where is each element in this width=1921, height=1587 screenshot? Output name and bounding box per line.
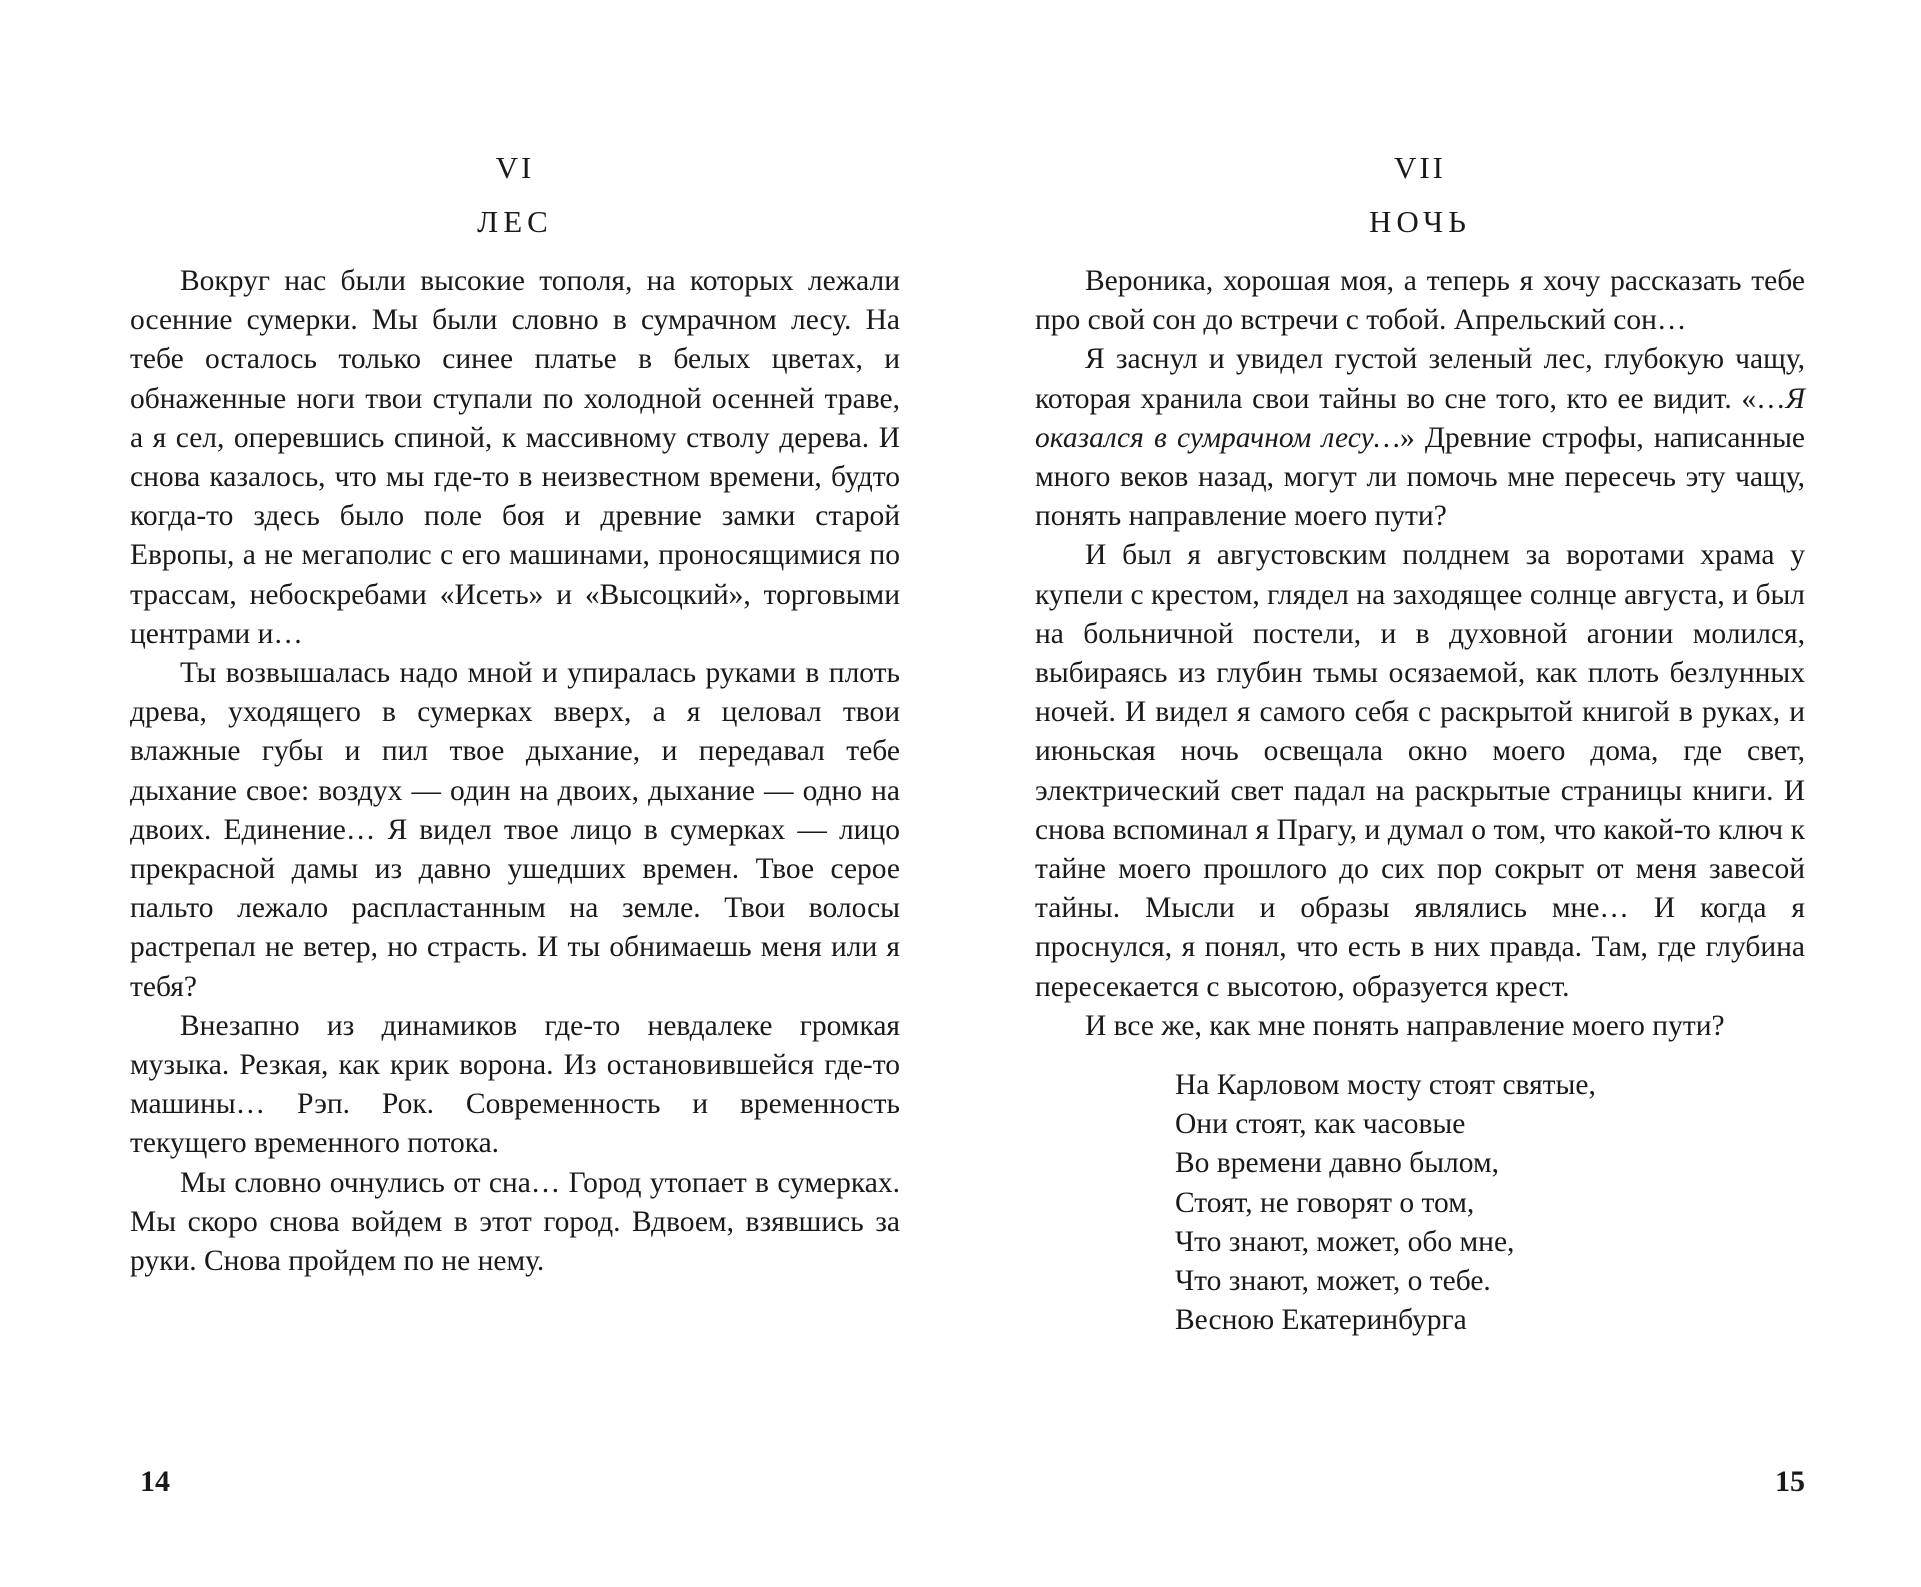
page-number: 14 — [140, 1465, 170, 1498]
page-number: 15 — [1775, 1465, 1805, 1498]
poem — [1175, 1066, 1805, 1340]
poem-line: Стоят, не говорят о том, — [1175, 1186, 1475, 1219]
chapter-title: НОЧЬ — [1369, 204, 1471, 239]
chapter-body — [1035, 262, 1805, 1340]
poem-line: Во времени давно былом, — [1175, 1147, 1500, 1180]
poem-line: Что знают, может, обо мне, — [1175, 1225, 1515, 1258]
paragraph: Ты возвышалась надо мной и упиралась руками в плоть древа, уходящего в сумерках вверх, а я целовал твои влажные губы и пил твое дыхание, и передавал тебе дыхание свое: воздух — один на двоих, дыхание — одно на двоих. Единение… Я видел твое лицо в сумерках — лицо прекрасной дамы из давно ушедших времен. Твое серое пальто лежало распластанным на земле. Твои волосы растрепал не ветер, но страсть. И ты обнимаешь меня или я тебя? — [130, 657, 900, 1003]
chapter-title: ЛЕС — [477, 204, 553, 239]
paragraph: Вероника, хорошая моя, а теперь я хочу рассказать тебе про свой сон до встречи с тобой. Апрельский сон… — [1035, 265, 1805, 337]
paragraph: Мы словно очнулись от сна… Город утопает в сумерках. Мы скоро снова войдем в этот город. Вдвоем, взявшись за руки. Снова пройдем по не нему. — [130, 1166, 900, 1278]
paragraph: И был я августовским полднем за воротами храма у купели с крестом, глядел на заходящее солнце августа, и был на больничной постели, и в духовной агонии молился, выбираясь из глубин тьмы осязаемой, как плоть безлунных ночей. И видел я самого себя с раскрытой книгой в руках, и июньская ночь освещала окно моего дома, где свет, электрический свет падал на раскрытые страницы книги. И снова вспоминал я Прагу, и думал о том, что какой-то ключ к тайне моего прошлого до сих пор сокрыт от меня завесой тайны. Мысли и образы являлись мне… И когда я проснулся, я понял, что есть в них правда. Там, где глубина пересекается с высотою, образуется крест. — [1035, 539, 1805, 1003]
paragraph — [1035, 340, 1805, 536]
paragraph: Внезапно из динамиков где-то невдалеке громкая музыка. Резкая, как крик ворона. Из остановившейся где-то машины… Рэп. Рок. Современность и временность текущего временного потока. — [130, 1009, 900, 1160]
chapter-number: VII — [1393, 150, 1447, 185]
paragraph: Вокруг нас были высокие тополя, на которых лежали осенние сумерки. Мы были словно в сумрачном лесу. На тебе осталось только синее платье в белых цветах, и обнаженные ноги твои ступали по холодной осенней траве, а я сел, оперевшись спиной, к массивному стволу дерева. И снова казалось, что мы где-то в неизвестном времени, будто когда-то здесь было поле боя и древние замки старой Европы, а не мегаполис с его машинами, проносящимися по трассам, небоскребами «Исеть» и «Высоцкий», торговыми центрами и… — [130, 265, 900, 650]
chapter-body — [130, 262, 900, 1281]
right-page — [1035, 0, 1805, 1587]
italic-quote: Я оказался в сумрачном лесу… — [1035, 382, 1805, 454]
paragraph: И все же, как мне понять направление моего пути? — [1085, 1009, 1725, 1042]
left-page — [130, 0, 900, 1587]
poem-line: Они стоят, как часовые — [1175, 1108, 1466, 1141]
poem-line: Что знают, может, о тебе. — [1175, 1265, 1491, 1298]
paragraph-text: » Древние строфы, написанные много веков назад, могут ли помочь мне пересечь эту чащу, понять направление моего пути? — [1035, 421, 1805, 533]
paragraph-text: Я заснул и увидел густой зеленый лес, глубокую чащу, которая хранила свои тайны во сне того, кто ее видит. «… — [1035, 343, 1805, 415]
chapter-number: VI — [495, 150, 535, 185]
poem-line: Весною Екатеринбурга — [1175, 1304, 1467, 1337]
poem-line: На Карловом мосту стоят святые, — [1175, 1069, 1596, 1102]
